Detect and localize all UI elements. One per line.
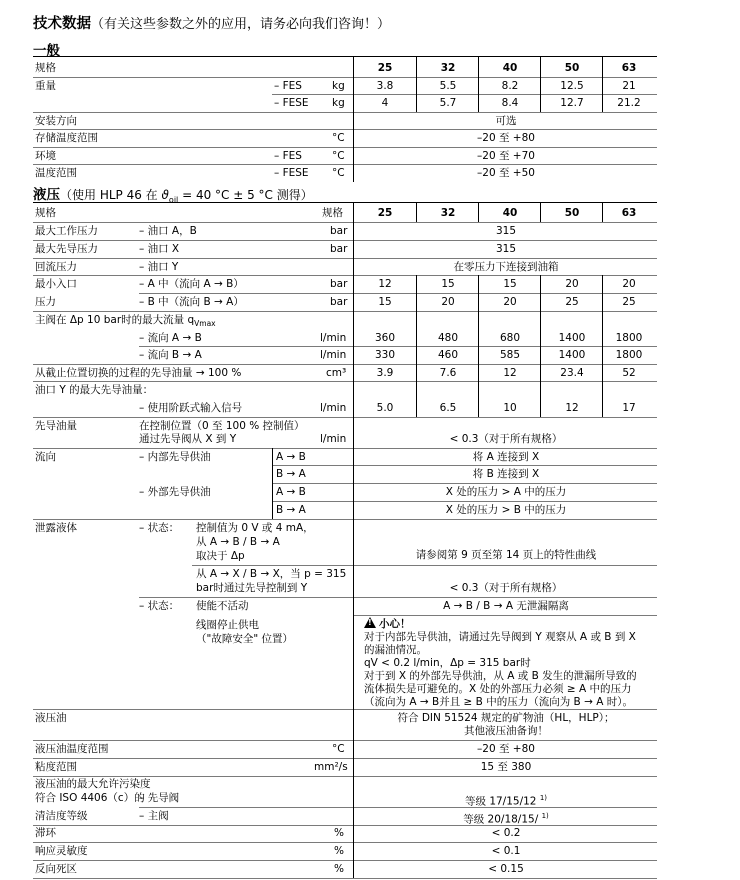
switch-32: 7.6 [439,367,457,379]
weight-fes-label: – FES [274,80,302,92]
weight-fese-40: 8.4 [501,97,519,109]
leak-desc-7: 线圈停止供电 [196,619,259,631]
cleanliness-label: 清洁度等级 [35,810,88,822]
divider [272,94,657,95]
min-b-unit: bar [330,296,348,308]
weight-unit-kg: kg [332,80,345,92]
min-b-32: 20 [441,296,455,308]
min-a-25: 12 [378,278,392,290]
max-pilot-unit: bar [330,243,348,255]
divider [33,56,657,57]
divider [139,293,657,294]
divider [33,164,657,165]
hysteresis-value: < 0.2 [491,827,521,839]
min-b-50: 25 [565,296,579,308]
divider [33,758,657,759]
divider [353,519,354,709]
ambient-label: 环境 [35,150,56,162]
weight-fese-63: 21.2 [617,97,641,109]
warning-title: !小心！ [364,617,411,631]
int-ba-label: B → A [276,468,306,480]
divider [353,448,354,519]
weight-fes-40: 8.2 [501,80,519,92]
section-hydraulic-heading: 液压（使用 HLP 46 在 $ϑ_{oil} = 40$ °C ± 5 °C 测得） [33,187,313,205]
leak-value-3: A → B / B → A 无泄漏隔离 [443,600,569,612]
weight-fese-25: 4 [381,97,389,109]
max-pressure-unit: bar [330,225,348,237]
pilot-oil-desc-1: 在控制位置（0 至 100 % 控制值） [139,420,305,432]
leak-value-1: 请参阅第 9 页至第 14 页上的特性曲线 [415,549,597,561]
install-label: 安装方向 [35,115,77,127]
ext-ba-value: X 处的压力 > B 中的压力 [445,504,567,516]
leak-desc-8: （"故障安全" 位置） [196,633,293,645]
divider [33,222,657,223]
flow-ba-50: 1400 [558,349,586,361]
divider [33,448,657,449]
temp-range-value: –20 至 +50 [477,167,535,179]
ext-ab-value: X 处的压力 > A 中的压力 [445,486,567,498]
divider [272,448,273,519]
pressure-label: 压力 [35,296,56,308]
leak-desc-3: 取决于 Δp [196,550,245,562]
warning-icon [364,617,376,628]
divider [33,311,657,312]
storage-value: –20 至 +80 [477,132,535,144]
divider [33,258,657,259]
divider [416,56,417,112]
fluid-value-2: 其他液压油备询！ [464,725,548,737]
int-ab-label: A → B [276,451,306,463]
return-pressure-value: 在零压力下连接到油箱 [453,261,559,273]
contam-pilot-value: 等级 17/15/12 $^{1)}$ [464,794,548,808]
port-y-label: – 油口 Y [139,261,179,273]
min-a-unit: bar [330,278,348,290]
flow-ba-label: – 流向 B → A [139,349,202,361]
step-32: 6.5 [439,402,457,414]
divider [33,275,657,276]
ext-ab-label: A → B [276,486,306,498]
viscosity-unit: mm²/s [314,761,348,773]
port-x-label: – 油口 X [139,243,180,255]
flow-ba-32: 460 [437,349,459,361]
divider [33,709,657,710]
divider [416,202,417,222]
hysteresis-label: 滞环 [35,827,56,839]
divider [33,240,657,241]
leak-state-label: – 状态： [139,522,180,534]
min-b-40: 20 [503,296,517,308]
step-40: 10 [503,402,517,414]
divider [353,56,354,112]
divider [33,878,657,879]
divider [272,483,657,484]
return-pressure-label: 回流压力 [35,261,77,273]
int-ba-value: 将 B 连接到 X [472,468,540,480]
divider [602,56,603,112]
step-25: 5.0 [376,402,394,414]
switch-volume-unit: cm³ [326,367,347,379]
viscosity-label: 粘度范围 [35,761,77,773]
direction-label: 流向 [35,451,56,463]
divider [33,77,657,78]
divider [33,417,657,418]
flow-ab-50: 1400 [558,332,586,344]
leak-state2-label: – 状态： [139,600,180,612]
pilot-valve-label: – 先导阀 [139,792,180,804]
ext-pilot-label: – 外部先导供油 [139,486,211,498]
step-63: 17 [622,402,636,414]
ambient-unit: °C [332,150,345,162]
min-a-32: 15 [441,278,455,290]
divider [33,860,657,861]
weight-fes-63: 21 [622,80,636,92]
divider [33,381,657,382]
install-value: 可选 [495,115,517,127]
main-valve-label: – 主阀 [139,810,169,822]
general-size-label: 规格 [35,62,56,74]
divider [139,346,657,347]
deadband-value: < 0.15 [488,863,524,875]
divider [33,842,657,843]
hyd-size-32: 32 [440,207,456,219]
viscosity-value: 15 至 380 [480,761,532,773]
min-a-50: 20 [565,278,579,290]
warning-line-6: （流向为 A → B并且 ≥ B 中的压力（流向为 B → A 时）。 [364,696,633,708]
divider [478,275,479,417]
weight-fes-50: 12.5 [560,80,584,92]
divider [478,202,479,222]
b-in-label: – B 中（流向 B → A） [139,296,244,308]
weight-label: 重量 [35,80,56,92]
weight-fes-25: 3.8 [376,80,394,92]
temp-range-label: 温度范围 [35,167,77,179]
hyd-size-25: 25 [377,207,393,219]
contam-label-2: 符合 ISO 4406（c）的 [35,792,145,804]
flow-ab-40: 680 [499,332,521,344]
warning-line-4: 对于到 X 的外部先导供油，从 A 或 B 发生的泄漏所导致的 [364,670,637,682]
leak-desc-5: bar时通过先导控制到 Y [196,582,308,594]
weight-fese-label: – FESE [274,97,309,109]
divider [192,565,657,566]
temp-range-unit: °C [332,167,345,179]
min-b-63: 25 [622,296,636,308]
divider [602,275,603,417]
port-ab-label: – 油口 A，B [139,225,197,237]
general-size-32: 32 [440,62,456,74]
hyd-size-63: 63 [621,207,637,219]
ambient-fes: – FES [274,150,302,162]
switch-40: 12 [503,367,517,379]
response-value: < 0.1 [491,845,521,857]
leak-value-2: < 0.3（对于所有规格） [449,582,563,594]
divider [33,202,657,203]
hyd-size-50: 50 [564,207,580,219]
flow-ab-32: 480 [437,332,459,344]
hyd-size-40: 40 [502,207,518,219]
fluid-temp-value: –20 至 +80 [477,743,535,755]
storage-label: 存储温度范围 [35,132,98,144]
pilot-oil-unit: l/min [320,433,347,445]
contam-main-value: 等级 20/18/15/ $^{1)}$ [463,812,549,826]
ext-ba-label: B → A [276,504,306,516]
fluid-label: 液压油 [35,712,67,724]
flow-ba-25: 330 [374,349,396,361]
switch-50: 23.4 [560,367,584,379]
hysteresis-unit: % [334,827,344,839]
fluid-value-1: 符合 DIN 51524 规定的矿物油（HL，HLP）； [397,712,615,724]
storage-unit: °C [332,132,345,144]
divider [602,202,603,222]
leak-label: 泄露液体 [35,522,77,534]
section-general-heading: 一般 [33,43,60,59]
flow-ab-63: 1800 [615,332,643,344]
switch-25: 3.9 [376,367,394,379]
contam-label-1: 液压油的最大允许污染度 [35,778,151,790]
weight-fese-50: 12.7 [560,97,584,109]
divider [33,147,657,148]
divider [33,112,657,113]
fluid-temp-unit: °C [332,743,345,755]
deadband-unit: % [334,863,344,875]
divider [540,275,541,417]
divider [353,202,354,448]
divider [353,112,354,182]
deadband-label: 反向死区 [35,863,77,875]
warning-line-5: 流体损失是可避免的。X 处的外部压力必须 ≥ A 中的压力 [364,683,632,695]
leak-desc-6: 使能不活动 [196,600,249,612]
flow-ba-unit: l/min [320,349,347,361]
max-pressure-value: 315 [495,225,517,237]
page-title: 技术数据（有关这些参数之外的应用，请务必向我们咨询！） [33,16,391,32]
warning-line-1: 对于内部先导供油，请通过先导阀到 Y 观察从 A 或 B 到 X [364,631,636,643]
internal-pilot-label: – 内部先导供油 [139,451,211,463]
general-size-25: 25 [377,62,393,74]
leak-desc-4: 从 A → X / B → X，当 p = 315 [196,568,347,580]
divider [139,597,657,598]
divider [353,615,657,616]
divider [272,465,657,466]
divider [416,275,417,417]
flow-ba-40: 585 [499,349,521,361]
a-in-label: – A 中（流向 A → B） [139,278,244,290]
min-a-63: 20 [622,278,636,290]
max-pressure-label: 最大工作压力 [35,225,98,237]
leak-desc-2: 从 A → B / B → A [196,536,280,548]
divider [33,364,657,365]
divider [478,56,479,112]
general-size-50: 50 [564,62,580,74]
flow-ab-label: – 流向 A → B [139,332,202,344]
divider [33,519,657,520]
hyd-size-label: 规格 [35,207,56,219]
hyd-size-unit: 规格 [322,207,343,219]
int-ab-value: 将 A 连接到 X [472,451,540,463]
min-a-40: 15 [503,278,517,290]
flow-ba-63: 1800 [615,349,643,361]
switch-63: 52 [622,367,636,379]
step-input-label: – 使用阶跃式输入信号 [139,402,243,414]
flow-ab-25: 360 [374,332,396,344]
min-inlet-label: 最小入口 [35,278,77,290]
switch-volume-label: 从截止位置切换的过程的先导油量 → 100 % [35,367,242,379]
general-size-63: 63 [621,62,637,74]
weight-fes-32: 5.5 [439,80,457,92]
warning-line-3: qV < 0.2 l/min，Δp = 315 bar时 [364,657,531,669]
ambient-value: –20 至 +70 [477,150,535,162]
max-pilot-value: 315 [495,243,517,255]
divider [353,709,354,878]
divider [139,807,657,808]
warning-line-2: 的漏油情况。 [364,644,427,656]
divider [33,129,657,130]
weight-unit-kg-2: kg [332,97,345,109]
step-input-unit: l/min [320,402,347,414]
pilot-oil-value: < 0.3（对于所有规格） [449,433,563,445]
main-flow-label: 主阀在 Δp 10 bar时的最大流量 $q_{Vmax}$ [35,314,216,329]
divider [272,501,657,502]
max-pilot-label: 最大先导压力 [35,243,98,255]
divider [540,56,541,112]
divider [33,740,657,741]
flow-ab-unit: l/min [320,332,347,344]
general-size-40: 40 [502,62,518,74]
pilot-oil-label: 先导油量 [35,420,77,432]
min-b-25: 15 [378,296,392,308]
response-label: 响应灵敏度 [35,845,88,857]
temp-range-fese: – FESE [274,167,309,179]
leak-desc-1: 控制值为 0 V 或 4 mA， [196,522,314,534]
fluid-temp-label: 液压油温度范围 [35,743,109,755]
step-50: 12 [565,402,579,414]
port-y-max-label: 油口 Y 的最大先导油量： [35,384,154,396]
divider [540,202,541,222]
weight-fese-32: 5.7 [439,97,457,109]
response-unit: % [334,845,344,857]
pilot-oil-desc-2: 通过先导阀从 X 到 Y [139,433,237,445]
